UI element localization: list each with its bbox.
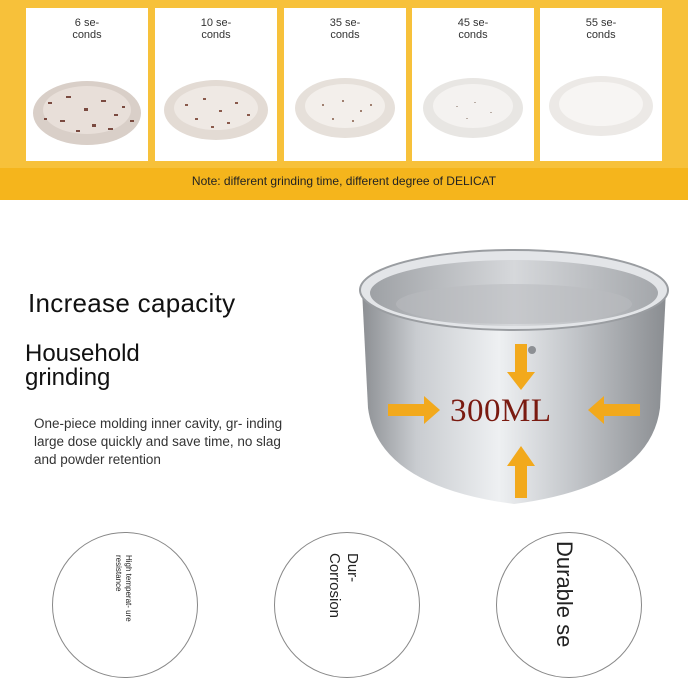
capacity-label: 300ML [450, 393, 552, 429]
arrow-up-icon [507, 446, 535, 498]
feature-circle-corrosion [274, 532, 420, 678]
feature-text: Durable se [552, 541, 577, 648]
grinding-note: Note: different grinding time, different degree of DELICAT [191, 174, 497, 188]
feature-text: High temperat- ure resistance [114, 555, 133, 622]
arrow-right-icon [388, 396, 440, 424]
grind-time-label: 45 se- conds [457, 17, 489, 41]
arrow-down-icon [507, 344, 535, 390]
feature-circle-heat [52, 532, 198, 678]
feature-circle-durable [496, 532, 642, 678]
household-grinding-subtitle: Household grinding [25, 340, 140, 391]
arrow-left-icon [588, 396, 640, 424]
grind-time-label: 55 se- conds [585, 17, 617, 41]
grind-time-label: 10 se- conds [200, 17, 232, 41]
feature-text: Dur- Corrosion [326, 553, 361, 619]
grind-time-label: 35 se- conds [329, 17, 361, 41]
grind-time-label: 6 se- conds [72, 17, 102, 41]
capacity-title: Increase capacity [28, 288, 236, 318]
cavity-description: One-piece molding inner cavity, gr- inding large dose quickly and save time, no slag and powder retention [34, 416, 283, 467]
